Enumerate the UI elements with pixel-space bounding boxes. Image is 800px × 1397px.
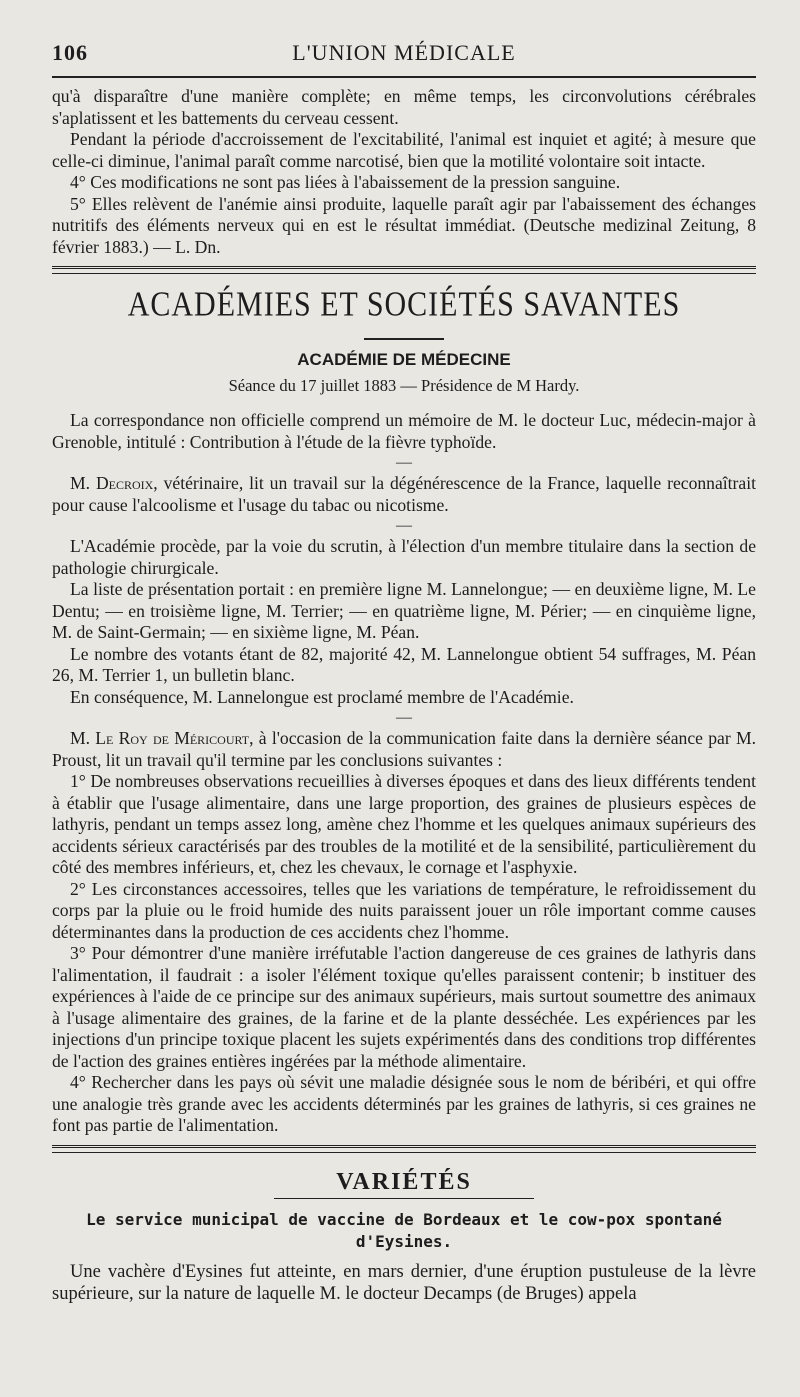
paragraph: En conséquence, M. Lannelongue est proclamé membre de l'Académie.: [70, 686, 574, 707]
section-double-rule: [52, 266, 756, 274]
paragraph: La correspondance non officielle comprend un mémoire de M. le docteur Luc, médecin-major à Grenoble, intitulé : Contribution à l'étude de la fièvre typhoïde.: [52, 410, 756, 452]
speaker-name: M. Decroix,: [70, 473, 158, 493]
conclusion-2: 2° Les circonstances accessoires, telles que les variations de température, le refroidissement du corps par la pluie ou le froid humide des nuits paraissent jouer un rôle important comme causes déterminantes dans la production de ces accidents chez l'homme.: [52, 878, 756, 942]
paragraph: La liste de présentation portait : en première ligne M. Lannelongue; — en deuxième ligne, M. Le Dentu; — en troisième ligne, M. Terrier; — en quatrième ligne, M. Périer; — en cinquième ligne, M. de Saint-Germain; — en sixième ligne, M. Péan.: [52, 579, 756, 642]
paragraph: qu'à disparaître d'une manière complète; en même temps, les circonvolutions cérébrales s'aplatissent et les battements du cerveau cessent.: [52, 86, 756, 128]
varietes-title: VARIÉTÉS: [336, 1168, 472, 1195]
short-rule: [364, 338, 444, 340]
conclusion-4: 4° Rechercher dans les pays où sévit une maladie désignée sous le nom de béribéri, et qui offre une analogie très grande avec les accidents déterminés par les graines de lathyris, si ces graines ne font pas partie de l'alimentation.: [52, 1072, 756, 1135]
paragraph: 4° Ces modifications ne sont pas liées à l'abaissement de la pression sanguine.: [70, 172, 621, 192]
speaker-name: M. Le Roy de Méricourt,: [70, 728, 254, 748]
separator-dash: —: [396, 454, 412, 471]
seance-line: Séance du 17 juillet 1883 — Présidence de M Hardy.: [228, 376, 580, 395]
conclusion-3: 3° Pour démontrer d'une manière irréfutable l'action dangereuse de ces graines de lathyris dans l'alimentation, il faudrait : a isoler l'élément toxique qu'elles paraissent contenir; b instituer des expériences à l'aide de ce principe sur des animaux supérieurs, mais surtout soumettre des animaux à l'usage alimentaire des graines, de la farine et de la plante desséchée. Les expériences par les injections d'un principe toxique placent les sujets expérimentés dans des conditions trop différentes de l'action des graines entières ingérées par la méthode alimentaire.: [52, 943, 756, 1071]
conclusion-1: 1° De nombreuses observations recueillies à diverses époques et dans des lieux différents tendent à établir que l'usage alimentaire, dans une large proportion, des graines de plusieurs espèces de lathyris, pendant un temps assez long, amène chez l'homme et les quelques animaux supérieurs des accidents sérieux caractérisés par des troubles de la motilité et de la sensibilité, particulièrement du côté des membres inférieurs, et, chez les chevaux, le cornage et l'asphyxie.: [52, 771, 756, 877]
paragraph: [52, 473, 756, 516]
header-rule: [52, 76, 756, 78]
section-double-rule: [52, 1145, 756, 1153]
varietes-rule: [274, 1198, 534, 1199]
article-paragraph: Une vachère d'Eysines fut atteinte, en mars dernier, d'une éruption pustuleuse de la lèvre supérieure, sur la nature de laquelle M. le docteur Decamps (de Bruges) appela: [52, 1261, 756, 1304]
separator-dash: —: [396, 709, 412, 726]
article-title: Le service municipal de vaccine de Bordeaux et le cow-pox spontané d'Eysines.: [86, 1209, 722, 1251]
paragraph-text: vétérinaire, lit un travail sur la dégénérescence de la France, laquelle reconnaîtrait pour cause l'alcoolisme et l'usage du tabac ou nicotisme.: [52, 473, 756, 515]
paragraph: Le nombre des votants étant de 82, majorité 42, M. Lannelongue obtient 54 suffrages, M. Péan 26, M. Terrier 1, un bulletin blanc.: [52, 643, 756, 685]
paragraph: Pendant la période d'accroissement de l'excitabilité, l'animal est inquiet et agité; à mesure que celle-ci diminue, l'animal paraît comme narcotisé, bien que la motilité volontaire soit intacte.: [52, 129, 756, 171]
section-subtitle: ACADÉMIE DE MÉDECINE: [297, 350, 511, 369]
journal-title: L'UNION MÉDICALE: [292, 40, 516, 65]
separator-dash: —: [396, 517, 412, 534]
paragraph: L'Académie procède, par la voie du scrutin, à l'élection d'un membre titulaire dans la section de pathologie chirurgicale.: [52, 536, 756, 578]
section-title: ACADÉMIES ET SOCIÉTÉS SAVANTES: [127, 284, 681, 324]
paragraph-text: à l'occasion de la communication faite dans la dernière séance par M. Proust, lit un travail qu'il termine par les conclusions suivantes :: [52, 728, 756, 770]
paragraph: 5° Elles relèvent de l'anémie ainsi produite, laquelle paraît agir par l'abaissement des échanges nutritifs des éléments nerveux qui en est le résultat immédiat. (Deutsche medizinal Zeitung, 8 février 1883.) — L. Dn.: [52, 193, 756, 257]
running-header: [52, 36, 756, 66]
page-number: 106: [52, 40, 88, 65]
paragraph: [52, 728, 756, 771]
